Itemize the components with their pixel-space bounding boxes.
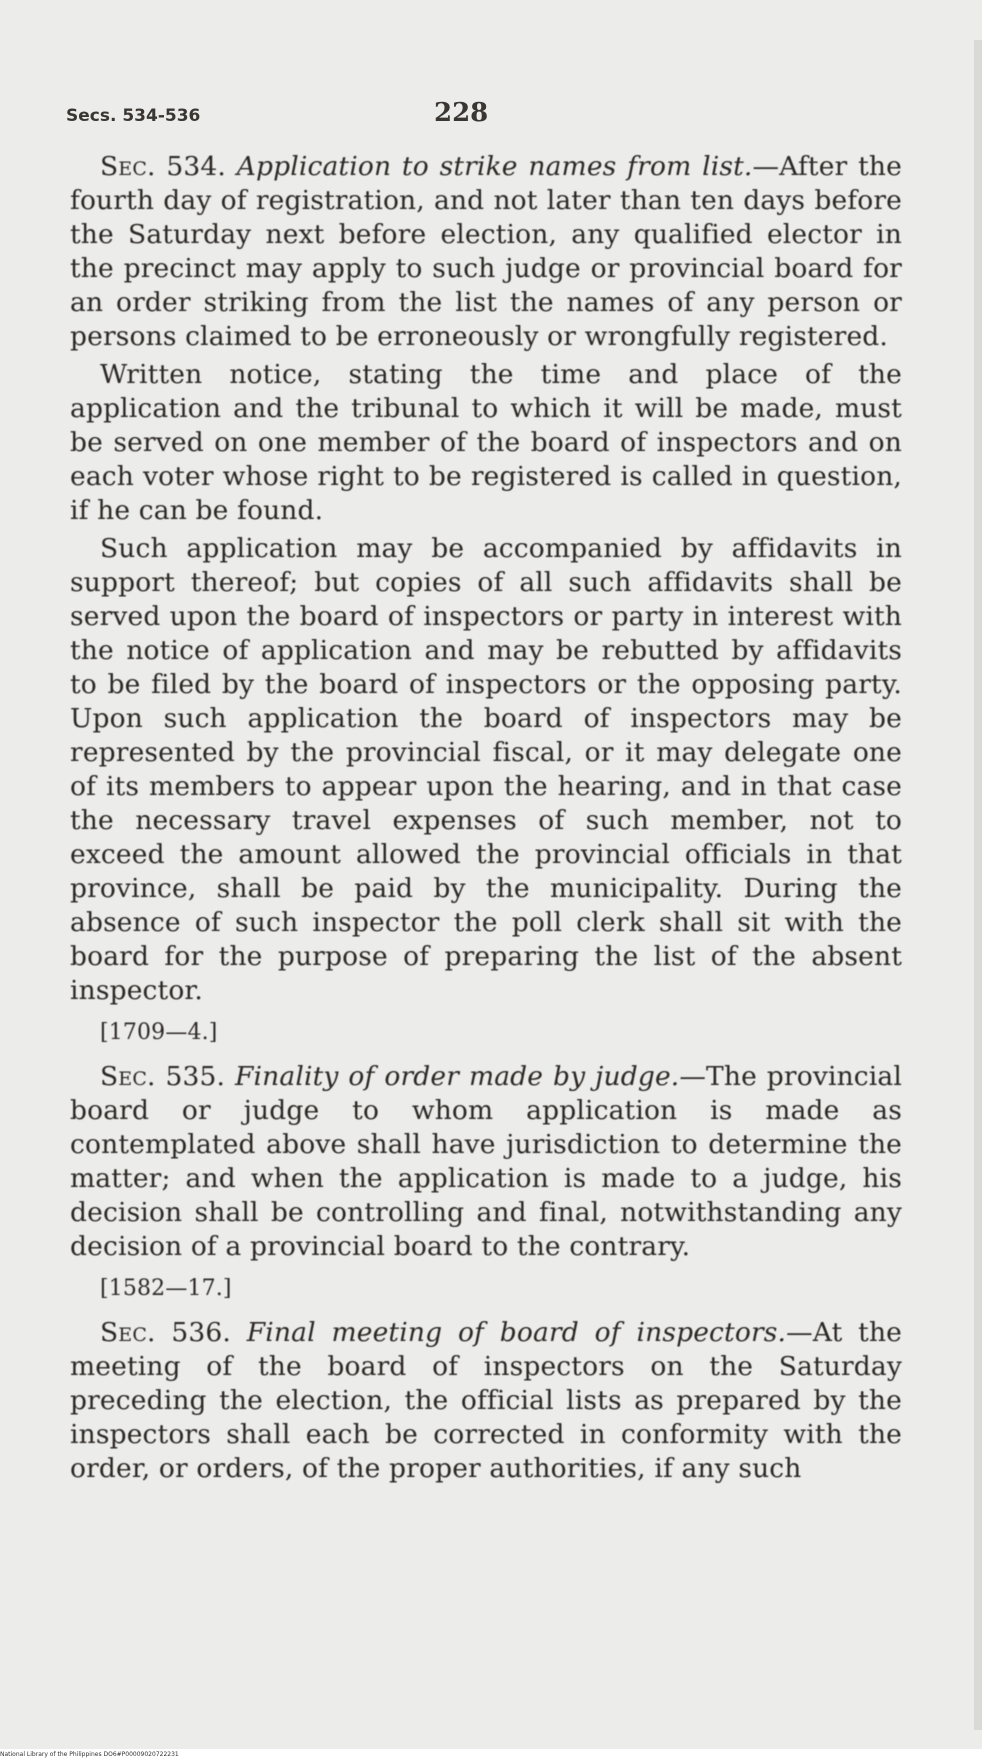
running-head: Secs. 534-536 xyxy=(66,106,201,126)
section-534-number: Sec. 534. xyxy=(100,151,226,182)
section-534-title: Application to strike names from list. xyxy=(236,151,753,182)
scan-footer-strip xyxy=(0,1749,982,1761)
section-534-notice-paragraph: Written notice, stating the time and place of the application and the tribunal to which it will be made, must be served on one member of the board of inspectors and on each voter whose right to be registered is called in question, if he can be found. xyxy=(70,359,902,526)
section-536-title: Final meeting of board of inspectors. xyxy=(246,1317,787,1348)
section-536-paragraph xyxy=(70,1316,902,1486)
section-536-text: —At the meeting of the board of inspectors on the Saturday preceding the election, the official lists as prepared by the inspectors shall each be corrected in conformity with the order, or orders, of the proper authorities, if any such xyxy=(70,1317,902,1484)
section-534-paragraph xyxy=(70,150,902,354)
section-534-citation: [1709—4.] xyxy=(100,1020,218,1045)
section-536-number: Sec. 536. xyxy=(100,1317,231,1348)
section-534-text: —After the fourth day of registration, and not later than ten days before the Saturday next before election, any qualified elector in the precinct may apply to such judge or provincial board for an order striking from the list the names of any person or persons claimed to be erroneously or wrongfully registered. xyxy=(70,151,902,352)
section-535-citation: [1582—17.] xyxy=(100,1276,232,1301)
section-535-number: Sec. 535. xyxy=(100,1061,226,1092)
page-header xyxy=(66,98,886,128)
section-535-title: Finality of order made by judge. xyxy=(235,1061,680,1092)
page-number: 228 xyxy=(434,98,489,128)
body-text xyxy=(70,150,902,1490)
section-535-text: —The provincial board or judge to whom application is made as contemplated above shall have jurisdiction to determine the matter; and when the application is made to a judge, his decision shall be controlling and final, notwithstanding any decision of a provincial board to the contrary. xyxy=(70,1061,902,1262)
section-534-affidavits-paragraph: Such application may be accompanied by affidavits in support thereof; but copies of all such affidavits shall be served upon the board of inspectors or party in interest with the notice of application and may be rebutted by affidavits to be filed by the board of inspectors or the opposing party. Upon such application the board of inspectors may be represented by the provincial fiscal, or it may delegate one of its members to appear upon the hearing, and in that case the necessary travel expenses of such member, not to exceed the amount allowed the provincial officials in that province, shall be paid by the municipality. During the absence of such inspector the poll clerk shall sit with the board for the purpose of preparing the list of the absent inspector. xyxy=(70,533,902,1006)
scan-source-line: National Library of the Philippines DO6#P00009020722231 xyxy=(0,1751,179,1758)
section-535-paragraph xyxy=(70,1060,902,1264)
page-edge-shadow xyxy=(974,40,982,1730)
